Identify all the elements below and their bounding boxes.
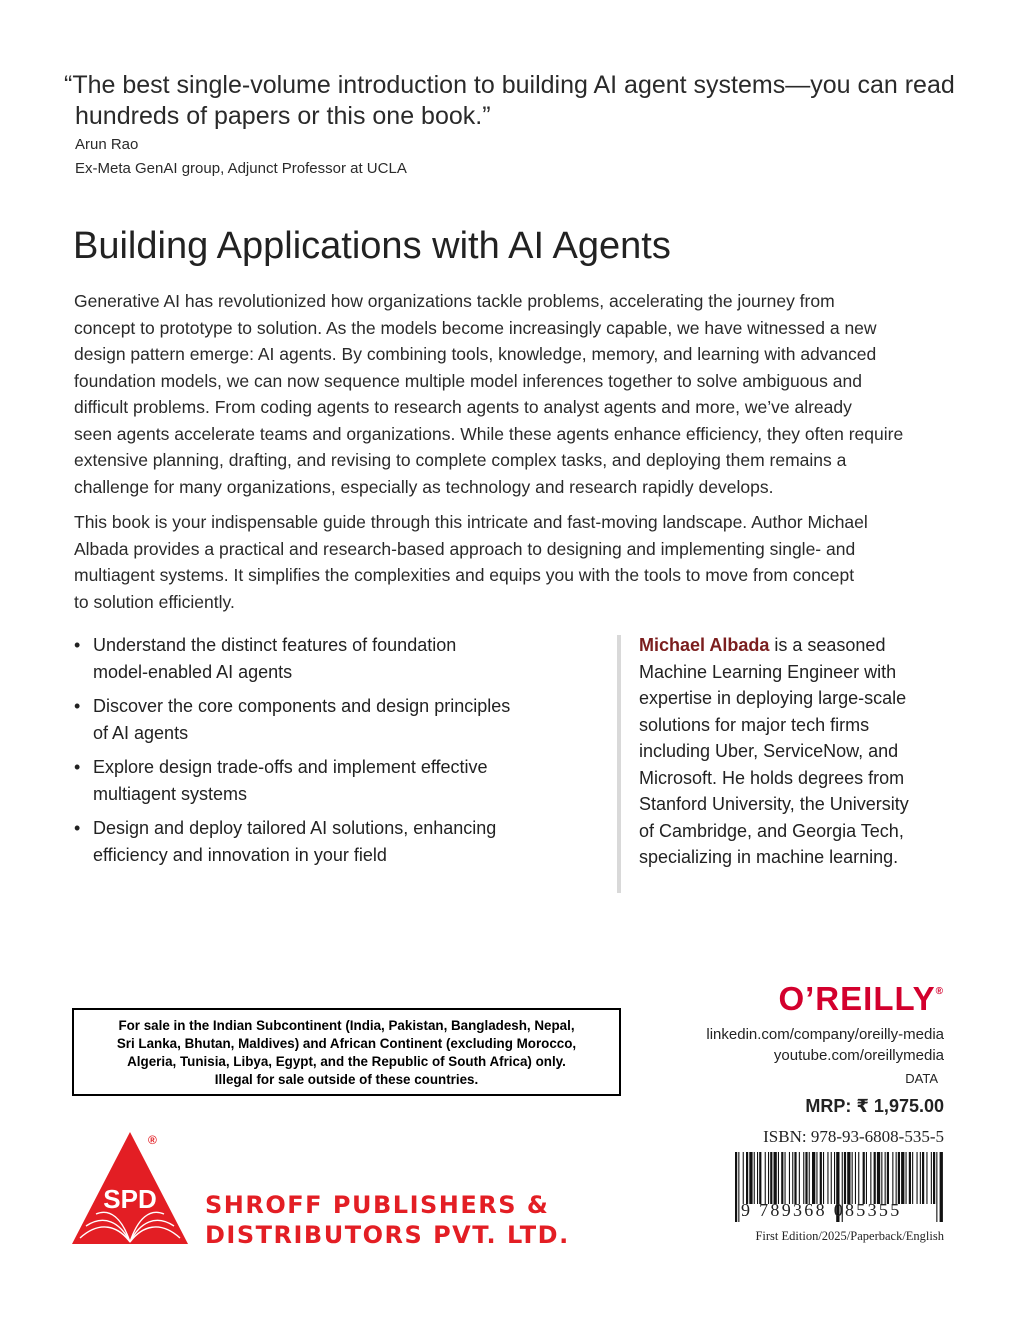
barcode-bar — [754, 1152, 755, 1204]
description-paragraph-1 — [74, 288, 954, 500]
barcode-bar — [858, 1152, 859, 1204]
barcode-bar — [896, 1152, 897, 1204]
barcode-bar — [768, 1152, 769, 1204]
barcode-bar — [877, 1152, 880, 1204]
barcode-bar — [785, 1152, 786, 1204]
paragraph-line: to solution efficiently. — [74, 591, 235, 612]
category-label: DATA — [905, 1071, 938, 1086]
bio-line: solutions for major tech firms — [639, 714, 870, 735]
list-item-line: efficiency and innovation in your field — [93, 844, 387, 865]
social-links — [706, 1024, 944, 1066]
list-item-line: model-enabled AI agents — [93, 661, 293, 682]
barcode-bar — [778, 1152, 779, 1204]
notice-line: Illegal for sale outside of these countries. — [214, 1072, 479, 1087]
list-item — [74, 815, 574, 868]
barcode-bar — [765, 1152, 766, 1204]
list-item-line: of AI agents — [93, 722, 189, 743]
barcode-bar — [940, 1152, 943, 1222]
list-item-line: multiagent systems — [93, 783, 248, 804]
spd-logo-text: SPD — [103, 1184, 157, 1214]
oreilly-registered-mark: ® — [935, 986, 944, 997]
barcode-bar — [881, 1152, 882, 1204]
barcode-bar — [898, 1152, 900, 1204]
barcode-bar — [922, 1152, 924, 1204]
quote-author-role: Ex-Meta GenAI group, Adjunct Professor at UCLA — [75, 160, 407, 177]
youtube-link: youtube.com/oreillymedia — [773, 1047, 944, 1064]
quote-line: “The best single-volume introduction to building AI agent systems—you can read — [64, 71, 955, 99]
publisher-name — [205, 1190, 570, 1250]
barcode-bar — [770, 1152, 772, 1204]
barcode-bar — [735, 1152, 737, 1222]
bio-line: Microsoft. He holds degrees from — [639, 767, 905, 788]
paragraph-line: This book is your indispensable guide through this intricate and fast-moving landscape. Author Michael — [74, 512, 868, 532]
barcode-bar — [909, 1152, 911, 1204]
author-bio — [639, 632, 959, 871]
list-item-line: • Discover the core components and design principles — [93, 696, 511, 716]
barcode-bar — [847, 1152, 850, 1204]
paragraph-line: challenge for many organizations, especially as technology and research rapidly develops. — [74, 476, 774, 497]
notice-line: For sale in the Indian Subcontinent (India, Pakistan, Bangladesh, Nepal, — [118, 1018, 575, 1033]
paragraph-line: design pattern emerge: AI agents. By combining tools, knowledge, memory, and learning with advanced — [74, 344, 877, 364]
bio-line: Stanford University, the University — [639, 794, 909, 814]
barcode-bar — [823, 1152, 824, 1204]
barcode-bar — [816, 1152, 817, 1204]
description-paragraph-2 — [74, 509, 954, 615]
barcode-bar — [863, 1152, 865, 1204]
barcode-bar — [870, 1152, 871, 1204]
paragraph-line: Generative AI has revolutionized how organizations tackle problems, accelerating the journey from — [74, 291, 835, 311]
registered-mark: ® — [148, 1133, 157, 1147]
barcode-bar — [746, 1152, 748, 1204]
barcode-bar — [749, 1152, 752, 1204]
barcode-bar — [799, 1152, 800, 1204]
barcode-bar — [738, 1152, 739, 1222]
barcode-bar — [757, 1152, 758, 1204]
barcode-bar — [792, 1152, 793, 1204]
barcode-bar — [933, 1152, 935, 1204]
paragraph-line: multiagent systems. It simplifies the complexities and equips you with the tools to move from concept — [74, 565, 855, 585]
feature-list — [74, 632, 574, 876]
barcode-bar — [917, 1152, 918, 1204]
bio-line: of Cambridge, and Georgia Tech, — [639, 820, 904, 841]
price-label: MRP: ₹ 1,975.00 — [805, 1096, 944, 1116]
oreilly-logo-text: O’REILLY — [778, 980, 936, 1017]
list-item — [74, 693, 574, 746]
quote-line: hundreds of papers or this one book.” — [75, 102, 491, 130]
barcode-digits: 9 789368 085355 — [741, 1200, 902, 1220]
list-item-line: • Design and deploy tailored AI solutions, enhancing — [93, 818, 497, 838]
barcode-bar — [852, 1152, 853, 1204]
endorsement-quote — [64, 70, 964, 132]
barcode-bar — [885, 1152, 886, 1204]
barcode-bar — [781, 1152, 783, 1204]
list-item-line: • Explore design trade-offs and implement effective — [93, 757, 488, 777]
oreilly-logo — [778, 980, 944, 1018]
paragraph-line: seen agents accelerate teams and organizations. While these agents enhance efficiency, they often require — [74, 423, 904, 444]
isbn-label: ISBN: 978-93-6808-535-5 — [763, 1127, 944, 1146]
barcode-bar — [887, 1152, 889, 1204]
notice-line: Sri Lanka, Bhutan, Maldives) and African Continent (excluding Morocco, — [116, 1036, 577, 1051]
barcode-bar — [874, 1152, 876, 1204]
barcode-bar — [844, 1152, 846, 1204]
list-item — [74, 754, 574, 807]
author-name: Michael Albada — [639, 635, 770, 655]
barcode-bar — [805, 1152, 807, 1204]
barcode-bar — [743, 1152, 744, 1204]
barcode-bar — [906, 1152, 907, 1204]
linkedin-link: linkedin.com/company/oreilly-media — [706, 1026, 944, 1043]
column-divider — [617, 635, 621, 893]
barcode-bar — [812, 1152, 815, 1204]
barcode-bar — [827, 1152, 828, 1204]
quote-author: Arun Rao — [75, 136, 139, 153]
list-item — [74, 632, 574, 685]
barcode-bar — [774, 1152, 777, 1204]
bio-text: is a seasoned — [769, 635, 886, 655]
barcode-bar — [759, 1152, 761, 1204]
barcode-bar — [936, 1152, 937, 1222]
paragraph-line: foundation models, we can now sequence multiple model inferences together to solve ambiguous and — [74, 370, 862, 391]
paragraph-line: Albada provides a practical and research-based approach to designing and implementing single- and — [74, 538, 856, 559]
publisher-name-line: SHROFF PUBLISHERS & — [205, 1191, 550, 1219]
barcode-bar — [901, 1152, 904, 1204]
bio-line: specializing in machine learning. — [639, 847, 899, 867]
barcode-bar — [855, 1152, 856, 1204]
edition-info: First Edition/2025/Paperback/English — [755, 1229, 944, 1243]
barcode-bar — [866, 1152, 867, 1204]
barcode-bar — [789, 1152, 790, 1204]
barcode-bar — [912, 1152, 913, 1204]
barcode-bar — [820, 1152, 822, 1204]
paragraph-line: difficult problems. From coding agents to research agents to analyst agents and more, we’ve already — [74, 397, 852, 417]
barcode-bar — [794, 1152, 796, 1204]
barcode-bar — [926, 1152, 927, 1204]
bio-line: including Uber, ServiceNow, and — [639, 741, 899, 761]
spd-logo — [70, 1130, 190, 1246]
notice-line: Algeria, Tunisia, Libya, Egypt, and the Republic of South Africa) only. — [127, 1054, 566, 1069]
paragraph-line: extensive planning, drafting, and revising to complete complex tasks, and deploying them remains a — [74, 450, 847, 470]
barcode-bar — [892, 1152, 893, 1204]
publisher-name-line: DISTRIBUTORS PVT. LTD. — [205, 1221, 570, 1249]
bio-line: expertise in deploying large-scale — [639, 688, 907, 708]
sale-territory-notice — [72, 1008, 621, 1096]
barcode-bar — [831, 1152, 832, 1204]
bio-line: Machine Learning Engineer with — [639, 661, 897, 682]
barcode-bar — [920, 1152, 921, 1204]
list-item-line: • Understand the distinct features of foundation — [93, 635, 457, 655]
paragraph-line: concept to prototype to solution. As the models become increasingly capable, we have witnessed a new — [74, 317, 877, 338]
barcode-bar — [809, 1152, 810, 1204]
barcode-bar — [834, 1152, 835, 1204]
barcode-bar — [931, 1152, 932, 1204]
barcode-bar — [803, 1152, 804, 1204]
bio-line — [639, 632, 959, 659]
book-title: Building Applications with AI Agents — [73, 225, 671, 267]
